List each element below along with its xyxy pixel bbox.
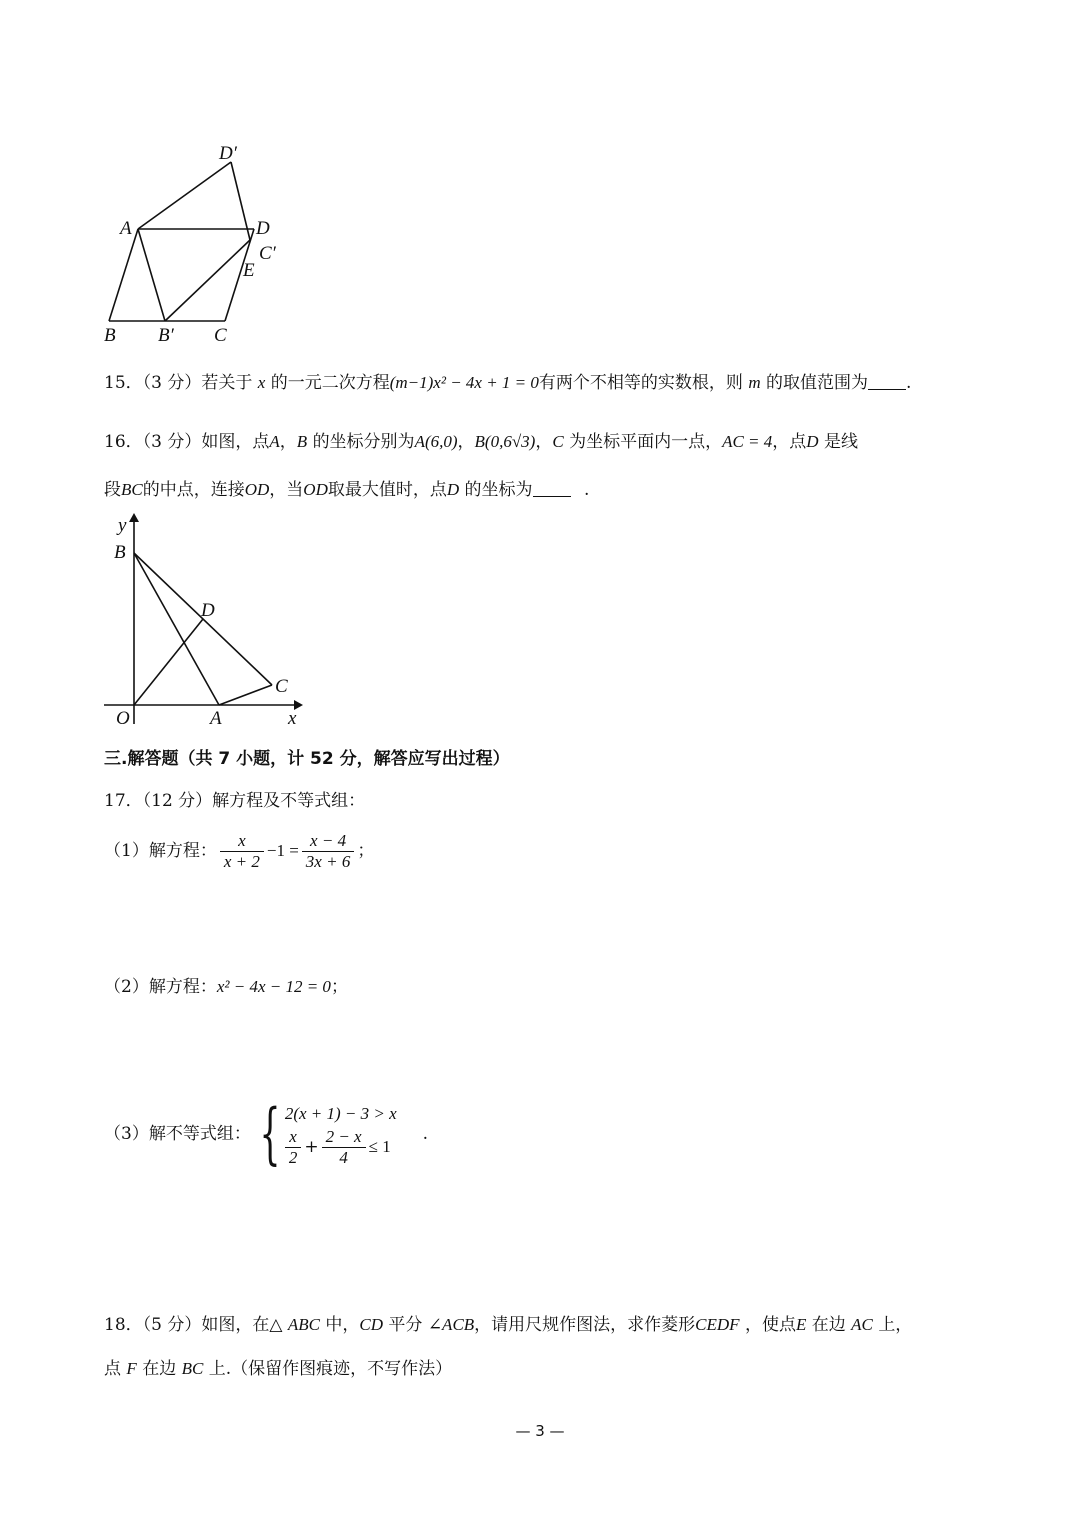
y-axis-arrow-icon [129,513,139,522]
label-b-prime: B′ [158,325,174,346]
fraction: $\frac{x - 4}{3x + 6}$ [302,831,355,872]
question-17-part-1: （1）解方程： $\frac{x}{x + 2}$ −1 = $\frac{x - 4}{3x + 6}$ ； [104,830,375,871]
label-e: E [243,260,255,281]
label-x: x [288,708,297,729]
label-c: C [275,676,288,697]
question-16: 16．（3 分）如图，点A，B 的坐标分别为A(6,0)，B(0,6√3)，C 为坐标平面内一点，AC = 4，点D 是线 [104,432,858,452]
label-c: C [214,325,227,346]
answer-blank [533,480,571,497]
question-18-line-2: 点 F 在边 BC 上.（保留作图痕迹，不写作法） [104,1359,453,1379]
label-d: D [256,218,270,239]
answer-blank [868,373,906,390]
question-17-part-3: （3）解不等式组： { 2(x + 1) − 3 > x $\frac{x}{2}$ + $\frac{2 - x}{4}$ ≤ 1 . [104,1095,429,1172]
fraction: $\frac{2 - x}{4}$ [322,1127,366,1168]
inequality-system: 2(x + 1) − 3 > x $\frac{x}{2}$ + $\frac{2 - x}{4}$ ≤ 1 [284,1103,397,1167]
equation-q15: (m−1)x² − 4x + 1 = 0 [389,373,539,392]
segment-ab [109,229,138,321]
label-y: y [118,515,127,536]
fraction: $\frac{x}{2}$ [285,1127,302,1168]
segment-ad-prime [138,162,231,229]
label-b: B [104,325,116,346]
question-18: 18．（5 分）如图，在△ ABC 中，CD 平分 ∠ACB，请用尺规作图法，求作菱形CEDF ，使点E 在边 AC 上， [104,1315,913,1335]
figure-q16 [100,512,315,732]
segment-ba [134,553,219,705]
label-o: O [116,708,130,729]
question-15: 15．（3 分）若关于 x 的一元二次方程(m−1)x² − 4x + 1 = 0有两个不相等的实数根，则 m 的取值范围为 . [104,373,912,393]
label-b: B [114,542,126,563]
brace-icon: { [259,1095,281,1172]
question-17: 17．（12 分）解方程及不等式组： [104,791,366,811]
label-d: D [201,600,215,621]
section-heading: 三.解答题（共 7 小题，计 52 分，解答应写出过程） [104,749,510,769]
question-17-part-2: （2）解方程：x² − 4x − 12 = 0； [104,977,348,997]
label-a: A [120,218,132,239]
label-a: A [210,708,222,729]
page-number: — 3 — [515,1422,565,1440]
segment-od [134,619,203,705]
segment-ab-prime [138,229,165,321]
segment-ac [219,685,272,705]
label-c-prime: C′ [259,243,276,264]
figure-q14 [95,140,295,350]
question-16-line-2: 段BC的中点，连接OD，当OD取最大值时，点D 的坐标为 . [104,480,590,500]
fraction: $\frac{x}{x + 2}$ [220,831,264,872]
label-d-prime: D′ [219,143,237,164]
